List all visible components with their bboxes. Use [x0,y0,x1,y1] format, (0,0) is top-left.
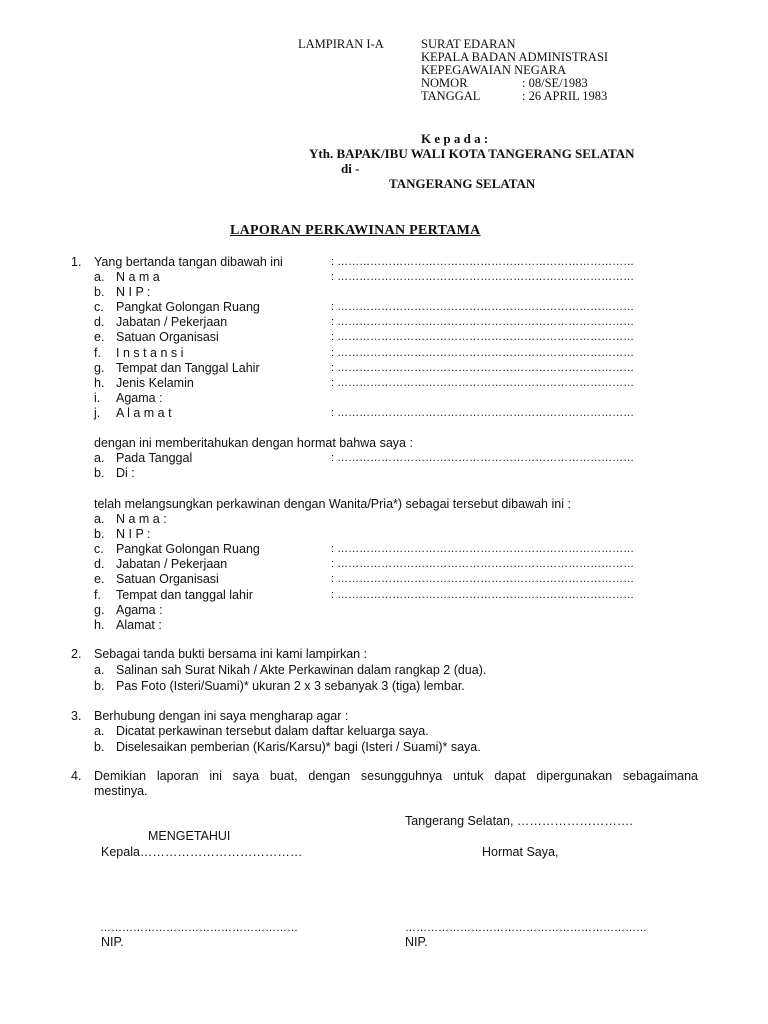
field-fill[interactable]: : ……………………………………………………………………… [331,301,635,314]
field-letter: d. [94,557,105,572]
field-label: Pangkat Golongan Ruang [116,300,260,315]
field-letter: f. [94,345,101,360]
field-letter: b. [94,527,105,542]
header-line-3: KEPEGAWAIAN NEGARA [421,63,567,77]
field-letter: j. [94,405,101,420]
field-label: Di : [116,466,135,480]
field-fill[interactable]: : ……………………………………………………………………… [331,558,635,571]
field-letter: b. [94,285,105,300]
field-label: Satuan Organisasi [116,572,219,587]
section-3-number: 3. [71,709,82,723]
field-letter: a. [94,512,105,526]
field-label: I n s t a n s i [116,345,184,360]
field-label: Alamat : [116,617,162,632]
section-2-intro: Sebagai tanda bukti bersama ini kami lampirkan : [94,647,368,661]
section-1-number: 1. [71,255,82,269]
list-item-letter: a. [94,724,105,738]
signature-line-right: ………………………………………………………… [405,922,647,934]
field-label: N I P : [116,285,151,300]
field-fill[interactable]: : ……………………………………………………………………… [331,331,635,344]
field-fill[interactable]: : ……………………………………………………………………… [331,346,635,359]
header-line-1: SURAT EDARAN [421,37,516,51]
field-fill[interactable]: : ……………………………………………………………………… [331,543,635,556]
list-item: Pas Foto (Isteri/Suami)* ukuran 2 x 3 sebanyak 3 (tiga) lembar. [116,679,465,693]
lampiran-label: LAMPIRAN I-A [298,37,384,51]
field-letter: c. [94,542,104,557]
section-4-line-1: Demikian laporan ini saya buat, dengan sesungguhnya untuk dapat dipergunakan sebagaimana [94,769,698,783]
list-item: Diselesaikan pemberian (Karis/Karsu)* bagi (Isteri / Suami)* saya. [116,740,481,754]
field-fill[interactable]: : ……………………………………………………………………… [331,588,635,601]
section-1-intro-fill: : ……………………………………………………………………… [331,256,635,268]
kepala-label: Kepala………………………………… [101,845,303,859]
field-label: Pada Tanggal [116,451,193,465]
field-label: N I P : [116,527,151,542]
mengetahui-label: MENGETAHUI [148,829,231,843]
list-item-letter: b. [94,679,105,693]
field-letter: a. [94,270,105,284]
yth-line: Yth. BAPAK/IBU WALI KOTA TANGERANG SELATAN [309,146,635,161]
hormat-saya-label: Hormat Saya, [482,845,559,859]
field-label: A l a m a t [116,405,172,420]
place-date: Tangerang Selatan, ………………………. [405,814,633,828]
field-fill[interactable]: : ……………………………………………………………………… [331,316,635,329]
kepada-label: K e p a d a : [421,131,489,146]
field-label: Tempat dan tanggal lahir [116,587,253,602]
field-letter: c. [94,300,104,315]
header-line-2: KEPALA BADAN ADMINISTRASI [421,50,609,64]
field-fill[interactable]: : ……………………………………………………………………… [331,406,635,419]
field-letter: i. [94,390,101,405]
page-title: LAPORAN PERKAWINAN PERTAMA [230,223,481,238]
list-item: Dicatat perkawinan tersebut dalam daftar keluarga saya. [116,724,429,738]
married-text: telah melangsungkan perkawinan dengan Wanita/Pria*) sebagai tersebut dibawah ini : [94,497,571,511]
field-label: N a m a [116,270,160,284]
field-label: Jabatan / Pekerjaan [116,557,228,572]
city-line: TANGERANG SELATAN [389,176,536,191]
di-label: di - [341,161,360,176]
list-item-letter: b. [94,740,105,754]
field-label: N a m a : [116,512,167,526]
list-item-letter: a. [94,663,105,677]
field-fill[interactable]: : ……………………………………………………………………… [331,271,635,283]
field-fill[interactable]: : ……………………………………………………………………… [331,452,635,464]
field-letter: a. [94,451,105,465]
nip-left: NIP. [101,935,124,949]
field-letter: g. [94,360,105,375]
field-fill[interactable]: : ……………………………………………………………………… [331,376,635,389]
field-letter: f. [94,587,101,602]
field-letter: e. [94,330,105,345]
field-fill[interactable]: : ……………………………………………………………………… [331,361,635,374]
section-4-line-2: mestinya. [94,784,148,798]
field-letter: d. [94,315,105,330]
signature-line-left: ……………………………………………… [100,922,298,934]
list-item: Salinan sah Surat Nikah / Akte Perkawinan dalam rangkap 2 (dua). [116,663,487,677]
section-4-number: 4. [71,769,82,783]
section-2-number: 2. [71,647,82,661]
field-fill[interactable]: : ……………………………………………………………………… [331,573,635,586]
field-label: Pangkat Golongan Ruang [116,542,260,557]
field-label: Tempat dan Tanggal Lahir [116,360,260,375]
notify-text: dengan ini memberitahukan dengan hormat bahwa saya : [94,436,413,450]
tanggal-value: : 26 APRIL 1983 [522,89,608,103]
section-1-intro: Yang bertanda tangan dibawah ini [94,255,283,269]
field-letter: h. [94,375,105,390]
field-label: Jenis Kelamin [116,375,194,390]
field-letter: h. [94,617,105,632]
field-label: Agama : [116,390,163,405]
field-label: Agama : [116,602,163,617]
field-label: Satuan Organisasi [116,330,219,345]
field-letter: g. [94,602,105,617]
field-letter: b. [94,466,105,480]
field-label: Jabatan / Pekerjaan [116,315,228,330]
tanggal-label: TANGGAL [421,89,481,103]
nip-right: NIP. [405,935,428,949]
nomor-label: NOMOR [421,76,468,90]
field-letter: e. [94,572,105,587]
section-3-intro: Berhubung dengan ini saya mengharap agar : [94,709,349,723]
nomor-value: : 08/SE/1983 [522,76,588,90]
